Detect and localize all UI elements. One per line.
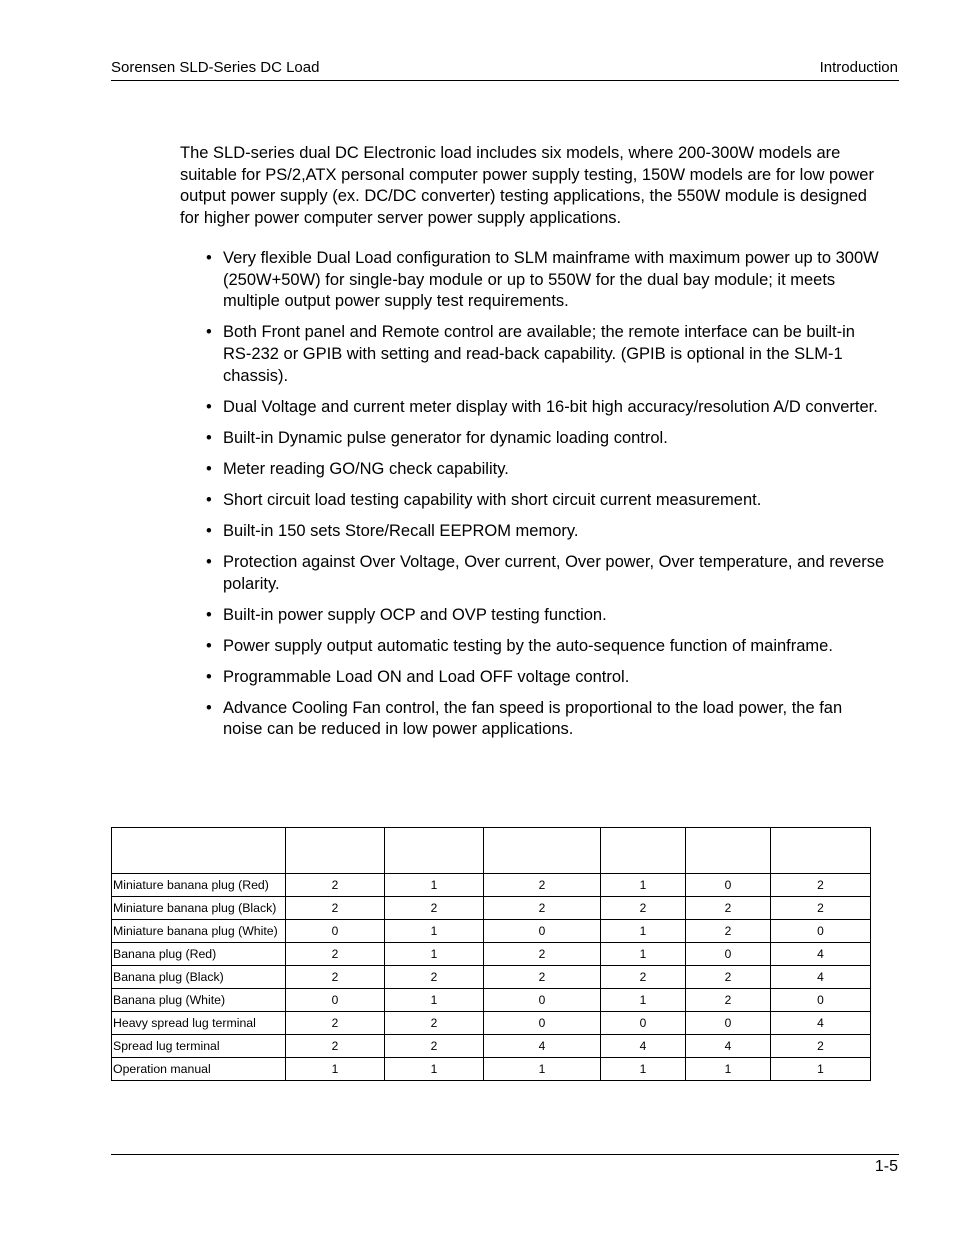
feature-text: Dual Voltage and current meter display with 16-bit high accuracy/resolution A/D converter. (223, 397, 878, 416)
qty-cell: 1 (686, 1058, 771, 1081)
list-item (180, 428, 885, 450)
feature-text: Programmable Load ON and Load OFF voltage control. (223, 667, 630, 686)
qty-cell: 2 (286, 1035, 385, 1058)
qty-cell: 2 (686, 966, 771, 989)
qty-cell: 2 (484, 897, 601, 920)
qty-cell: 4 (771, 943, 871, 966)
feature-text: Built-in Dynamic pulse generator for dynamic loading control. (223, 428, 668, 447)
qty-cell: 1 (601, 989, 686, 1012)
qty-cell: 2 (686, 897, 771, 920)
item-cell: Miniature banana plug (Black) (112, 897, 286, 920)
feature-text: Advance Cooling Fan control, the fan speed is proportional to the load power, the fan noise can be reduced in low power applications. (223, 698, 843, 739)
header-cell (686, 828, 771, 874)
qty-cell: 0 (286, 989, 385, 1012)
table-row (112, 966, 871, 989)
qty-cell: 4 (484, 1035, 601, 1058)
feature-text: Short circuit load testing capability with short circuit current measurement. (223, 490, 762, 509)
qty-cell: 0 (484, 989, 601, 1012)
qty-cell: 2 (385, 897, 484, 920)
bullet-icon: • (206, 323, 212, 342)
list-item (180, 521, 885, 543)
item-cell: Miniature banana plug (Red) (112, 874, 286, 897)
table-row (112, 943, 871, 966)
table-header-row (112, 828, 871, 874)
table-row (112, 989, 871, 1012)
qty-cell: 1 (286, 1058, 385, 1081)
list-item (180, 459, 885, 481)
feature-text: Both Front panel and Remote control are available; the remote interface can be built-in RS-232 or GPIB with setting and read-back capability. (GPIB is optional in the SLM-1 chassis). (223, 323, 855, 385)
list-item (180, 322, 885, 387)
qty-cell: 0 (771, 920, 871, 943)
header-cell (112, 828, 286, 874)
table-row (112, 1012, 871, 1035)
page-number: 1-5 (874, 1158, 898, 1175)
qty-cell: 2 (385, 966, 484, 989)
feature-list (180, 248, 885, 750)
table-row (112, 1035, 871, 1058)
qty-cell: 1 (385, 1058, 484, 1081)
qty-cell: 2 (385, 1012, 484, 1035)
qty-cell: 1 (601, 1058, 686, 1081)
feature-text: Very flexible Dual Load configuration to SLM mainframe with maximum power up to 300W (250W+50W) for single-bay module or up to 550W for the dual bay module; it meets multiple output power supply test requirements. (223, 249, 879, 311)
table-row (112, 920, 871, 943)
qty-cell: 2 (286, 943, 385, 966)
list-item (180, 490, 885, 512)
qty-cell: 2 (686, 920, 771, 943)
list-item (180, 698, 885, 741)
item-cell: Banana plug (White) (112, 989, 286, 1012)
item-cell: Banana plug (Red) (112, 943, 286, 966)
qty-cell: 2 (484, 874, 601, 897)
qty-cell: 2 (601, 897, 686, 920)
intro-paragraph: The SLD-series dual DC Electronic load includes six models, where 200-300W models are suitable for PS/2,ATX personal computer power supply testing, 150W models are for low power output power supply (ex. DC/DC converter) testing applications, the 550W module is designed for higher power computer server power supply applications. (180, 144, 874, 228)
header-cell (484, 828, 601, 874)
qty-cell: 2 (771, 874, 871, 897)
qty-cell: 2 (771, 1035, 871, 1058)
bullet-icon: • (206, 490, 212, 509)
qty-cell: 0 (686, 1012, 771, 1035)
running-header-title: Sorensen SLD-Series DC Load (111, 59, 320, 76)
qty-cell: 1 (385, 874, 484, 897)
running-header-section: Introduction (819, 59, 898, 76)
header-divider (111, 80, 899, 81)
item-cell: Operation manual (112, 1058, 286, 1081)
qty-cell: 4 (601, 1035, 686, 1058)
qty-cell: 4 (771, 966, 871, 989)
qty-cell: 0 (484, 1012, 601, 1035)
list-item (180, 397, 885, 419)
qty-cell: 2 (286, 1012, 385, 1035)
list-item (180, 248, 885, 313)
bullet-icon: • (206, 636, 212, 655)
bullet-icon: • (206, 459, 212, 478)
item-cell: Spread lug terminal (112, 1035, 286, 1058)
qty-cell: 1 (771, 1058, 871, 1081)
qty-cell: 2 (286, 874, 385, 897)
bullet-icon: • (206, 397, 212, 416)
bullet-icon: • (206, 249, 212, 267)
qty-cell: 4 (771, 1012, 871, 1035)
list-item (180, 667, 885, 689)
feature-text: Protection against Over Voltage, Over current, Over power, Over temperature, and reverse polarity. (223, 552, 885, 593)
qty-cell: 0 (771, 989, 871, 1012)
item-cell: Heavy spread lug terminal (112, 1012, 286, 1035)
header-cell (286, 828, 385, 874)
list-item (180, 605, 885, 627)
bullet-icon: • (206, 428, 212, 447)
table-row (112, 1058, 871, 1081)
bullet-icon: • (206, 605, 212, 624)
bullet-icon: • (206, 521, 212, 540)
qty-cell: 2 (484, 943, 601, 966)
qty-cell: 0 (686, 943, 771, 966)
list-item (180, 636, 885, 658)
feature-text: Built-in 150 sets Store/Recall EEPROM memory. (223, 521, 579, 540)
feature-text: Power supply output automatic testing by the auto-sequence function of mainframe. (223, 636, 833, 655)
qty-cell: 1 (385, 920, 484, 943)
feature-text: Meter reading GO/NG check capability. (223, 459, 509, 478)
qty-cell: 2 (484, 966, 601, 989)
header-cell (771, 828, 871, 874)
header-cell (601, 828, 686, 874)
accessories-table (111, 827, 871, 1081)
qty-cell: 0 (484, 920, 601, 943)
qty-cell: 2 (686, 989, 771, 1012)
qty-cell: 1 (601, 943, 686, 966)
qty-cell: 0 (686, 874, 771, 897)
qty-cell: 2 (771, 897, 871, 920)
qty-cell: 0 (286, 920, 385, 943)
table-row (112, 874, 871, 897)
qty-cell: 1 (385, 943, 484, 966)
qty-cell: 2 (286, 897, 385, 920)
bullet-icon: • (206, 698, 212, 717)
qty-cell: 0 (601, 1012, 686, 1035)
feature-text: Built-in power supply OCP and OVP testing function. (223, 605, 607, 624)
qty-cell: 2 (286, 966, 385, 989)
qty-cell: 2 (601, 966, 686, 989)
bullet-icon: • (206, 552, 212, 571)
qty-cell: 1 (601, 874, 686, 897)
header-cell (385, 828, 484, 874)
footer-divider (111, 1154, 899, 1155)
qty-cell: 1 (484, 1058, 601, 1081)
item-cell: Banana plug (Black) (112, 966, 286, 989)
qty-cell: 1 (385, 989, 484, 1012)
item-cell: Miniature banana plug (White) (112, 920, 286, 943)
qty-cell: 2 (385, 1035, 484, 1058)
bullet-icon: • (206, 667, 212, 686)
qty-cell: 4 (686, 1035, 771, 1058)
table-row (112, 897, 871, 920)
list-item (180, 552, 885, 595)
qty-cell: 1 (601, 920, 686, 943)
